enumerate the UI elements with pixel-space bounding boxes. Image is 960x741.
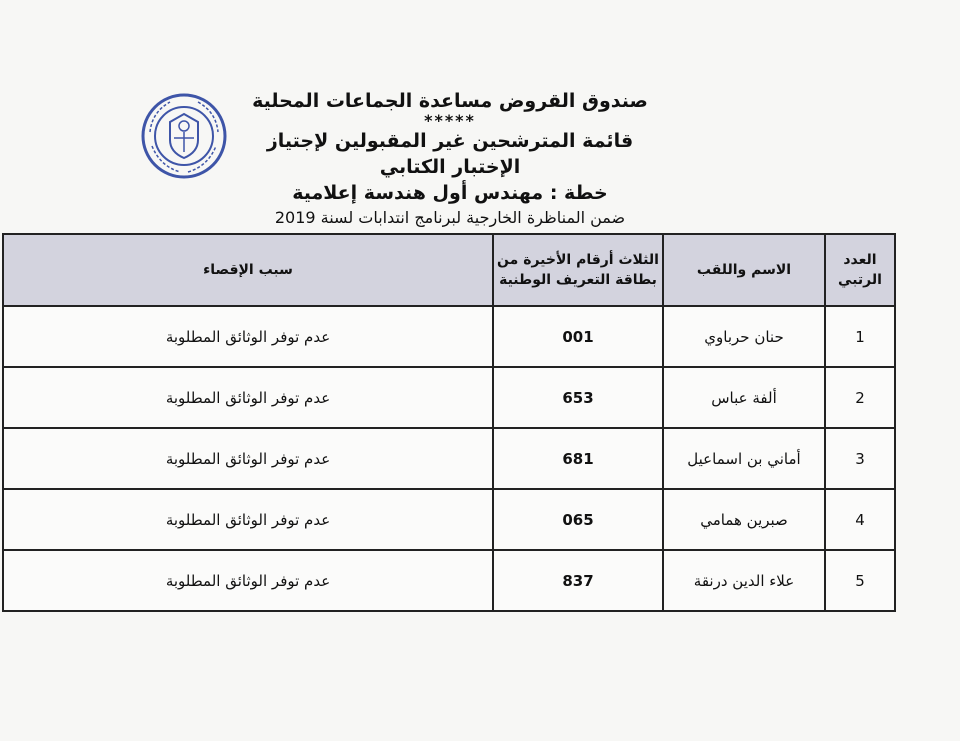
organization-title: صندوق القروض مساعدة الجماعات المحلية [252, 90, 648, 112]
cell-exclusion-reason: عدم توفر الوثائق المطلوبة [3, 489, 493, 550]
rejected-candidates-table [2, 233, 896, 612]
list-title: قائمة المترشحين غير المقبولين لإجتياز الإختبار الكتابي [266, 130, 634, 178]
position-title: خطة : مهندس أول هندسة إعلامية [292, 182, 608, 204]
cell-full-name: علاء الدين درنقة [663, 550, 825, 611]
cell-id-digits: 653 [493, 367, 663, 428]
cell-id-digits: 681 [493, 428, 663, 489]
cell-serial-number: 2 [825, 367, 895, 428]
cell-serial-number: 1 [825, 306, 895, 367]
cell-serial-number: 3 [825, 428, 895, 489]
cell-serial-number: 4 [825, 489, 895, 550]
table-row [3, 306, 895, 367]
cell-id-digits: 837 [493, 550, 663, 611]
cell-exclusion-reason: عدم توفر الوثائق المطلوبة [3, 550, 493, 611]
official-seal-icon [140, 92, 228, 180]
header-serial-number: العدد الرتبي [825, 234, 895, 306]
table-row [3, 489, 895, 550]
header-id-digits: الثلاث أرقام الأخيرة من بطاقة التعريف الوطنية [493, 234, 663, 306]
cell-id-digits: 065 [493, 489, 663, 550]
table-row [3, 428, 895, 489]
cell-exclusion-reason: عدم توفر الوثائق المطلوبة [3, 306, 493, 367]
cell-serial-number: 5 [825, 550, 895, 611]
cell-exclusion-reason: عدم توفر الوثائق المطلوبة [3, 367, 493, 428]
cell-exclusion-reason: عدم توفر الوثائق المطلوبة [3, 428, 493, 489]
cell-full-name: ألفة عباس [663, 367, 825, 428]
header-exclusion-reason: سبب الإقصاء [3, 234, 493, 306]
table-header-row [3, 234, 895, 306]
cell-full-name: أماني بن اسماعيل [663, 428, 825, 489]
header-full-name: الاسم واللقب [663, 234, 825, 306]
cell-full-name: صبرين همامي [663, 489, 825, 550]
cell-full-name: حنان حرباوي [663, 306, 825, 367]
competition-subtitle: ضمن المناظرة الخارجية لبرنامج انتدابات لسنة 2019 [274, 208, 626, 227]
separator-stars: ***** [424, 111, 476, 130]
cell-id-digits: 001 [493, 306, 663, 367]
document-header [240, 88, 660, 230]
table-row [3, 550, 895, 611]
table-row [3, 367, 895, 428]
